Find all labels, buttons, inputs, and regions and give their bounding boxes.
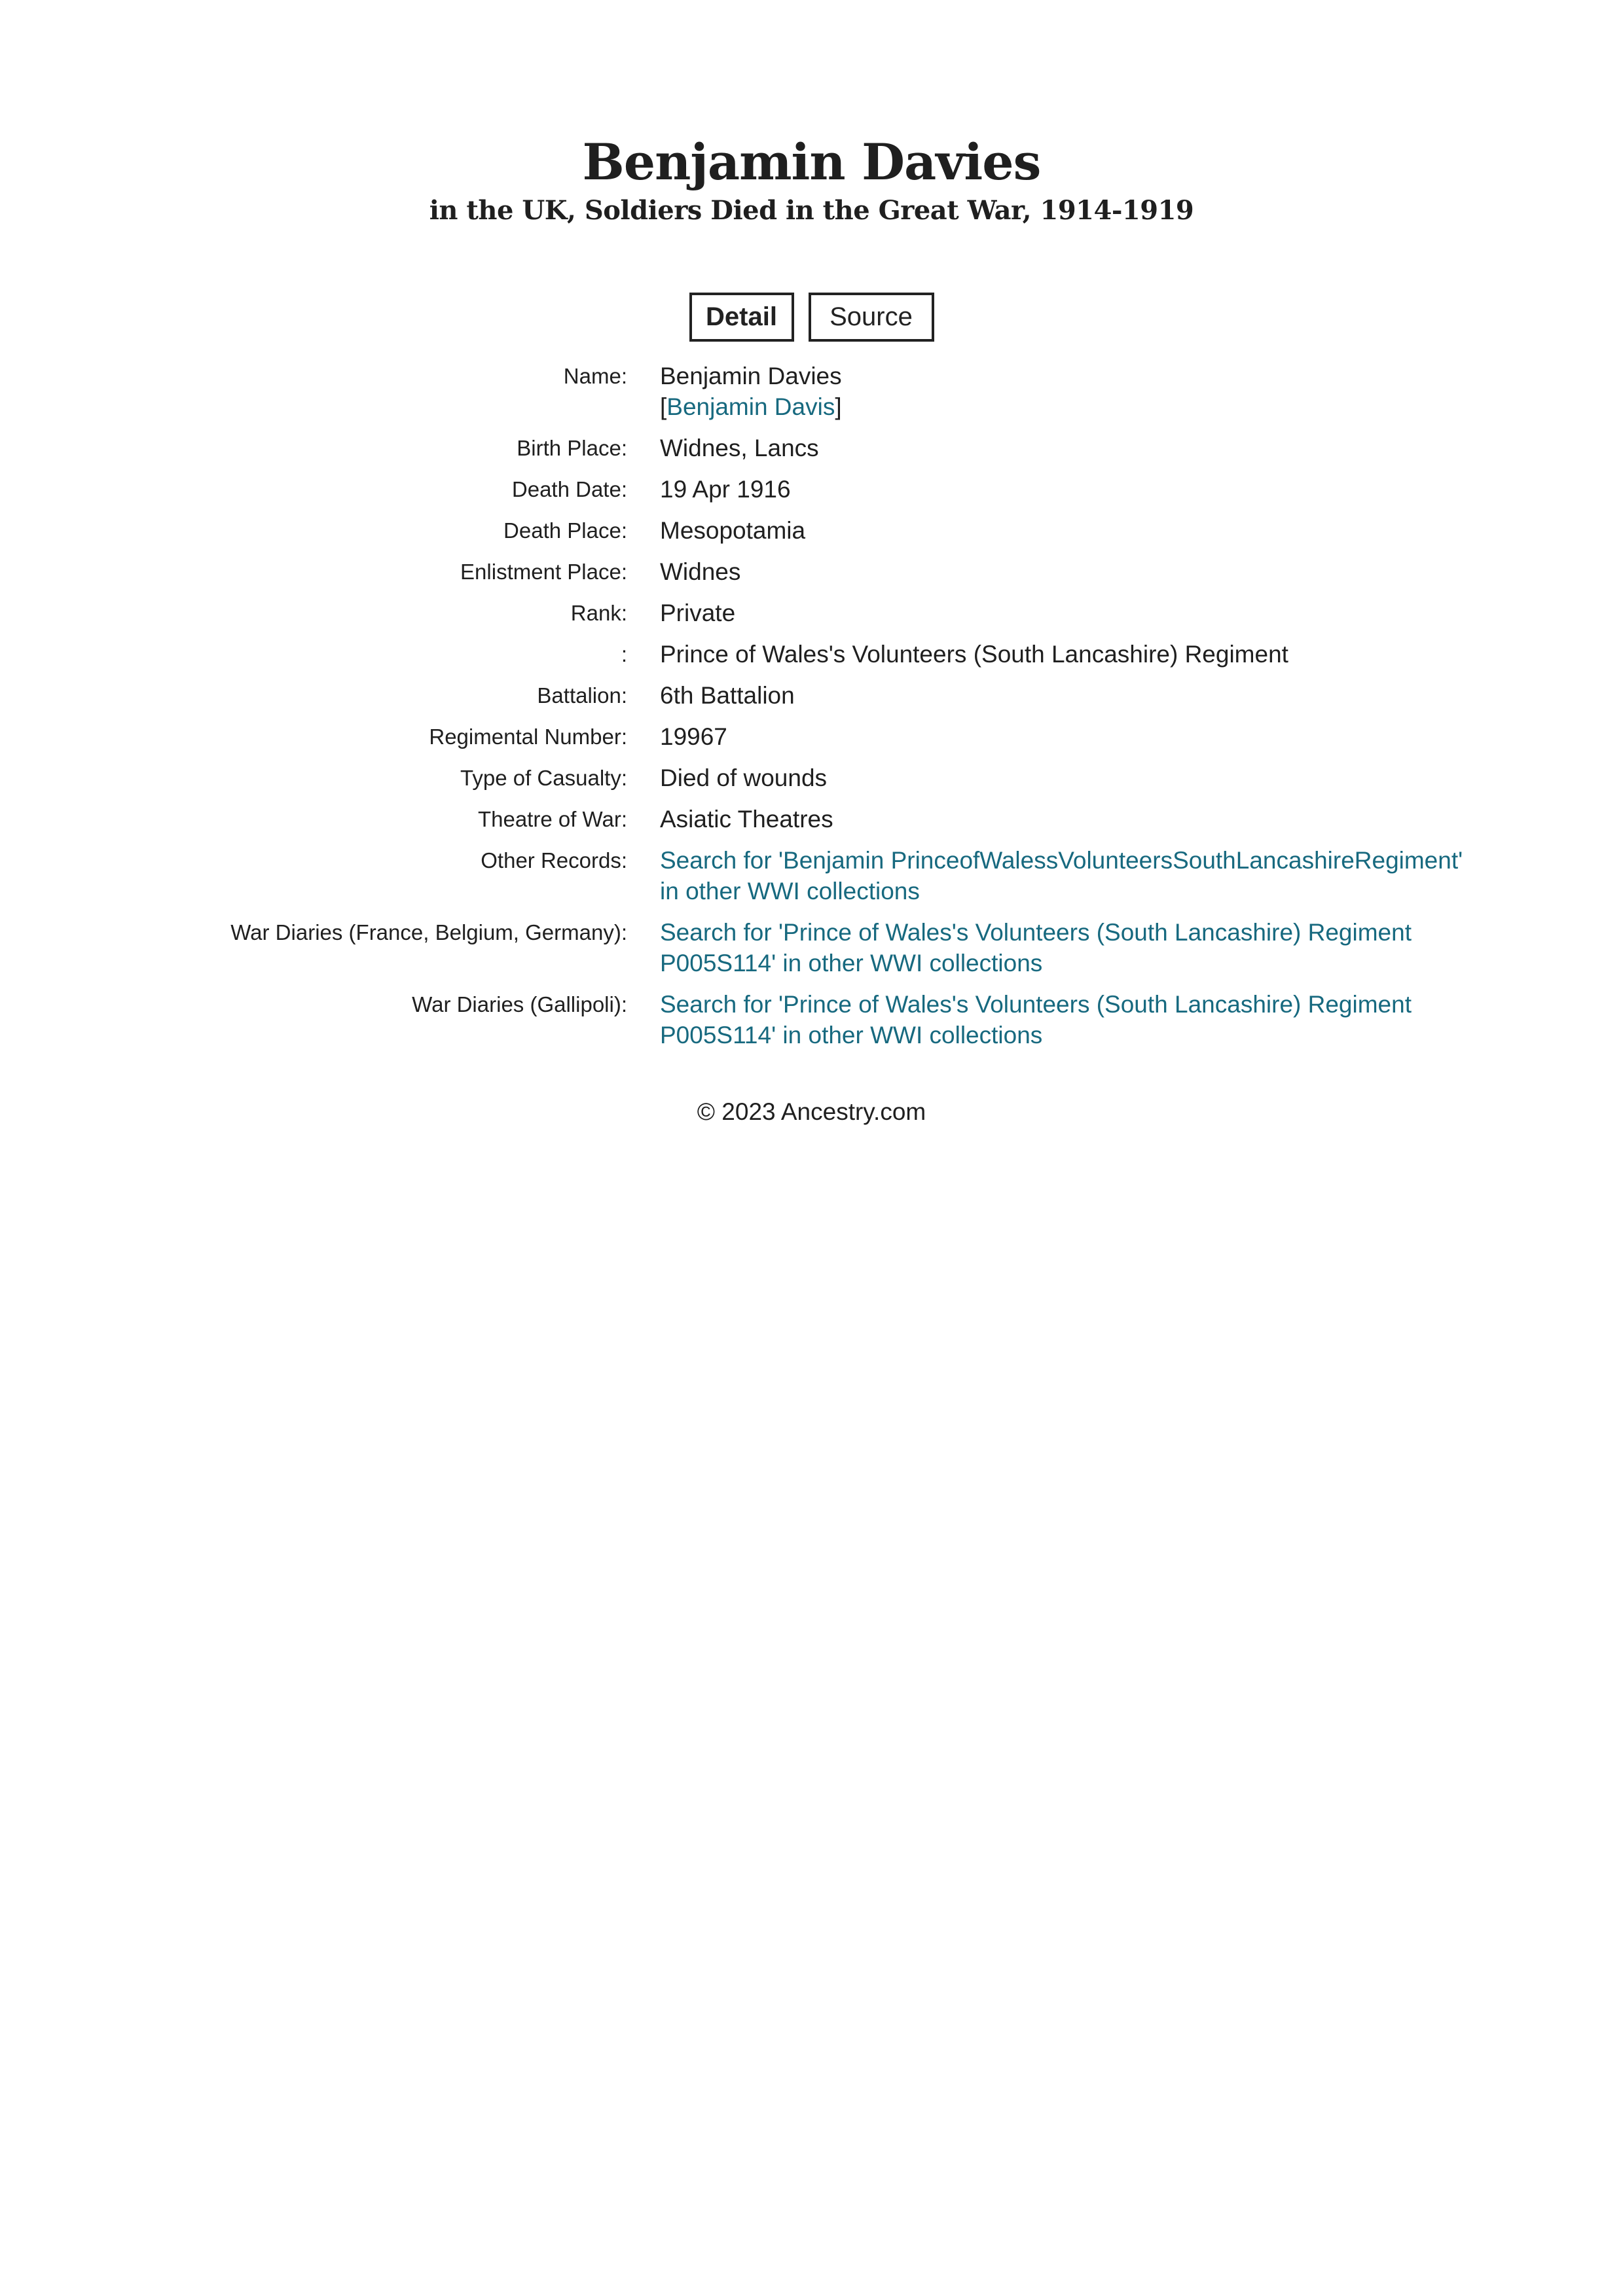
detail-row-other-records [0,845,1623,906]
alt-name-close-bracket: ] [835,393,842,420]
type-of-casualty-value: Died of wounds [660,764,828,791]
alternate-name [660,391,1465,422]
tab-detail[interactable]: Detail [689,293,794,342]
type-of-casualty-label: Type of Casualty: [460,766,627,790]
enlistment-place-label: Enlistment Place: [460,560,627,584]
regimental-number-label: Regimental Number: [429,725,627,749]
battalion-value: 6th Battalion [660,682,795,709]
theatre-of-war-label: Theatre of War: [477,807,627,831]
copyright-footer: © 2023 Ancestry.com [697,1098,926,1125]
theatre-of-war-value: Asiatic Theatres [660,806,833,833]
detail-row-birth-place [0,433,1623,463]
collection-subtitle: in the UK, Soldiers Died in the Great War, 1914-1919 [429,195,1194,226]
rank-value: Private [660,600,736,626]
detail-row-type-of-casualty [0,762,1623,793]
detail-row-war-diaries-gallipoli [0,989,1623,1050]
other-records-cell [660,845,1465,906]
other-records-label: Other Records: [481,848,627,872]
regimental-number-value: 19967 [660,723,727,750]
name-value: Benjamin Davies [660,363,842,389]
war-diaries-france-cell [660,917,1465,978]
detail-row-name [0,361,1623,422]
death-place-value: Mesopotamia [660,517,806,544]
detail-row-regimental-number [0,721,1623,752]
detail-row-enlistment-place [0,556,1623,587]
death-place-label: Death Place: [503,518,627,543]
detail-table [0,361,1623,1061]
detail-row-death-place [0,515,1623,546]
tab-bar [0,293,1623,342]
death-date-value: 19 Apr 1916 [660,476,791,503]
name-value-cell [660,361,1465,422]
page-title: Benjamin Davies [582,133,1041,191]
war-diaries-gallipoli-cell [660,989,1465,1050]
detail-row-regiment [0,639,1623,670]
detail-row-battalion [0,680,1623,711]
death-date-label: Death Date: [511,477,627,501]
war-diaries-france-label: War Diaries (France, Belgium, Germany): [230,920,627,944]
alternate-name-link[interactable]: Benjamin Davis [666,393,835,420]
war-diaries-gallipoli-link[interactable]: Search for 'Prince of Wales's Volunteers (South Lancashire) Regiment P005S114' in other WWI collections [660,991,1412,1049]
tab-source[interactable]: Source [809,293,934,342]
detail-row-theatre-of-war [0,804,1623,834]
detail-row-rank [0,598,1623,628]
other-records-link[interactable]: Search for 'Benjamin PrinceofWalessVolunteersSouthLancashireRegiment' in other WWI collections [660,847,1463,905]
birth-place-value: Widnes, Lancs [660,435,819,461]
regiment-value: Prince of Wales's Volunteers (South Lancashire) Regiment [660,641,1288,668]
enlistment-place-value: Widnes [660,558,741,585]
regiment-label: : [621,642,627,666]
war-diaries-france-link[interactable]: Search for 'Prince of Wales's Volunteers (South Lancashire) Regiment P005S114' in other WWI collections [660,919,1412,977]
detail-row-death-date [0,474,1623,505]
rank-label: Rank: [570,601,627,625]
birth-place-label: Birth Place: [517,436,627,460]
battalion-label: Battalion: [537,683,627,708]
name-label: Name: [563,364,627,388]
alt-name-open-bracket: [ [660,393,667,420]
detail-row-war-diaries-france [0,917,1623,978]
record-header [0,131,1623,228]
war-diaries-gallipoli-label: War Diaries (Gallipoli): [412,992,627,1016]
